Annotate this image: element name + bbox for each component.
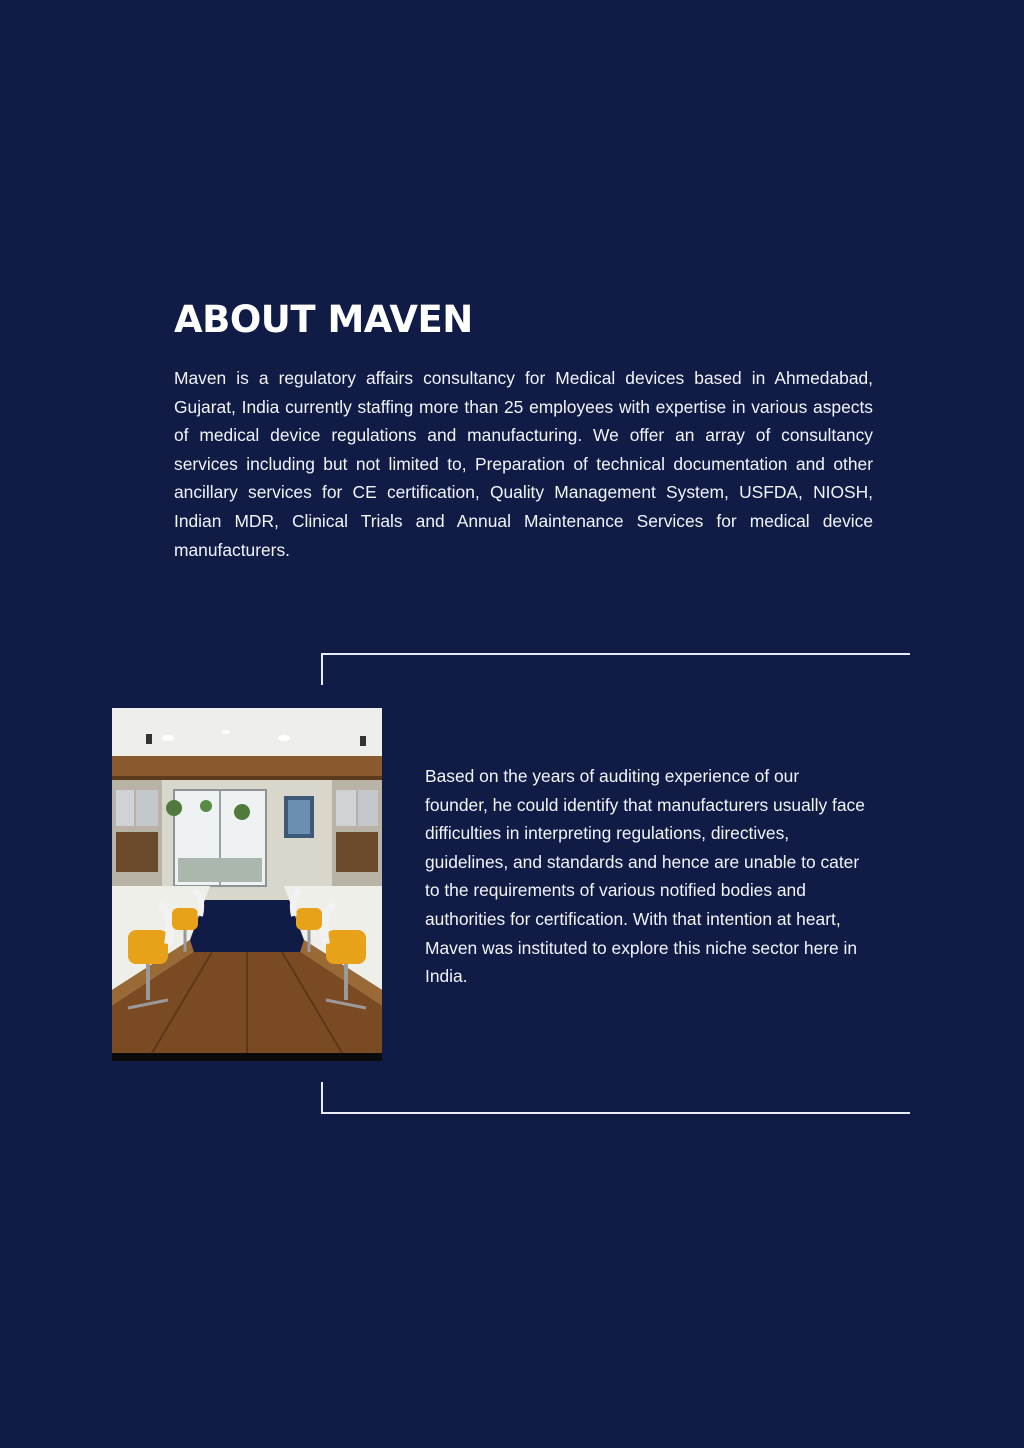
story-paragraph: Based on the years of auditing experience of our founder, he could identify that manufacturers usually face difficulties in interpreting regulations, directives, guidelines, and standards and hence are unable to cater to the requirements of various notified bodies and authorities for certification. With that intention at heart, Maven was instituted to explore this niche sector here in India. <box>425 766 865 987</box>
page-title: ABOUT MAVEN <box>174 298 473 341</box>
decorative-bracket-bottom <box>321 1082 910 1114</box>
intro-paragraph: Maven is a regulatory affairs consultancy for Medical devices based in Ahmedabad, Gujarat, India currently staffing more than 25 employees with expertise in various aspects of medical device regulations and manufacturing. We offer an array of consultancy services including but not limited to, Preparation of technical documentation and other ancillary services for CE certification, Quality Management System, USFDA, NIOSH, Indian MDR, Clinical Trials and Annual Maintenance Services for medical device manufacturers. <box>174 368 873 560</box>
decorative-bracket-top <box>321 653 910 685</box>
office-photo <box>112 708 382 1061</box>
